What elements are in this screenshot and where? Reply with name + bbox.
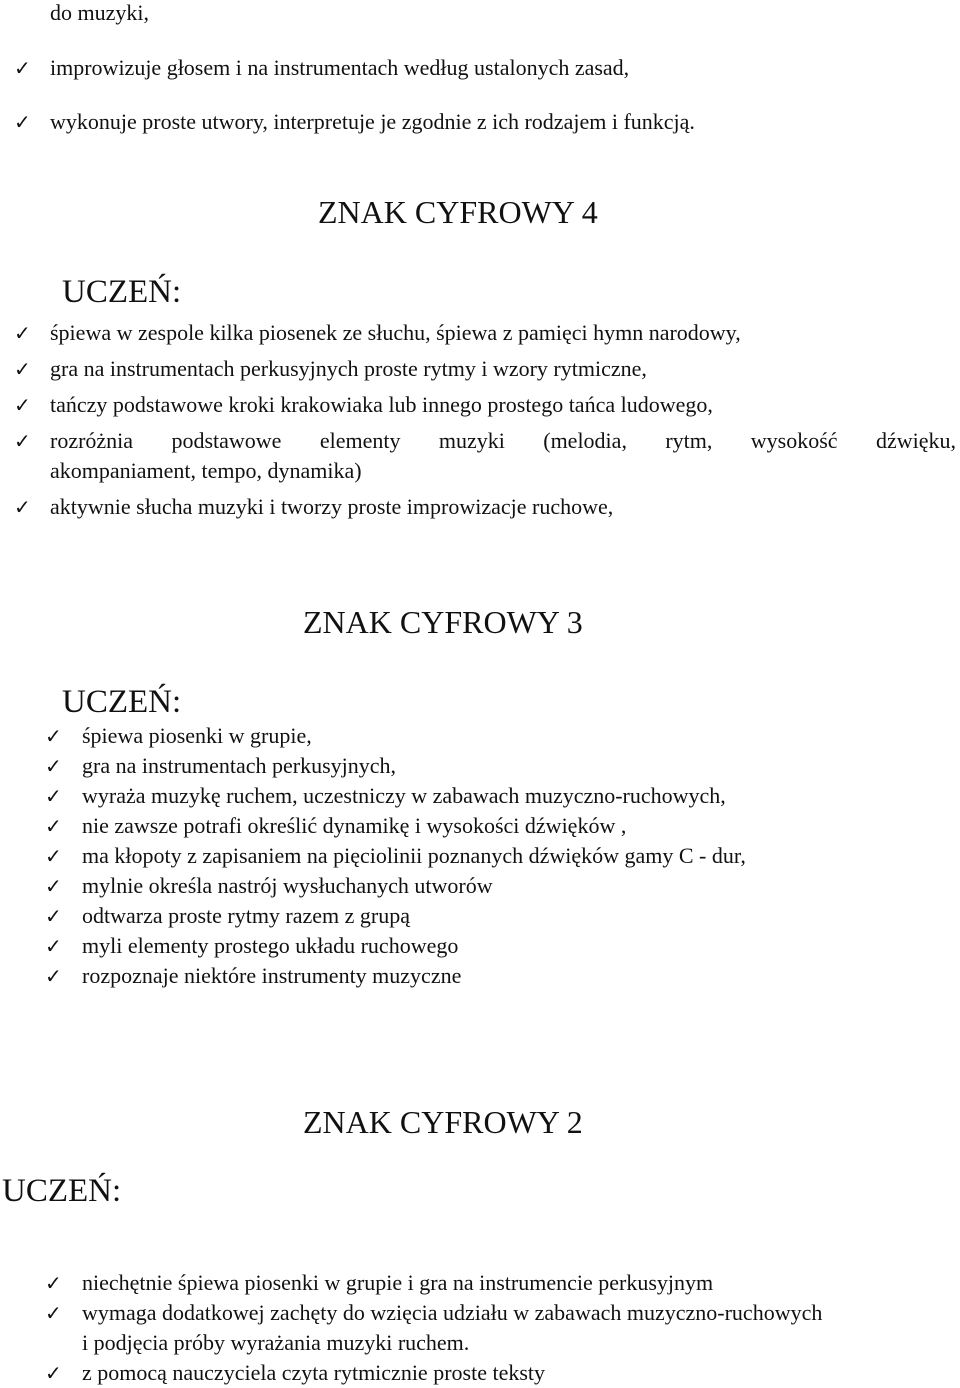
list-item: śpiewa w zespole kilka piosenek ze słuchu, śpiewa z pamięci hymn narodowy, [50, 320, 741, 345]
checkmark-icon: ✓ [45, 844, 62, 868]
list-item-continuation: akompaniament, tempo, dynamika) [50, 458, 362, 483]
checkmark-icon: ✓ [45, 1361, 62, 1385]
checkmark-icon: ✓ [45, 1301, 62, 1325]
continued-text: do muzyki, [50, 0, 149, 25]
list-item: wymaga dodatkowej zachęty do wzięcia udziału w zabawach muzyczno-ruchowych [82, 1300, 823, 1325]
list-item: wykonuje proste utwory, interpretuje je zgodnie z ich rodzajem i funkcją. [50, 109, 695, 134]
checkmark-icon: ✓ [14, 110, 31, 134]
checkmark-icon: ✓ [45, 754, 62, 778]
checkmark-icon: ✓ [45, 934, 62, 958]
list-item: wyraża muzykę ruchem, uczestniczy w zabawach muzyczno-ruchowych, [82, 783, 726, 808]
list-item: śpiewa piosenki w grupie, [82, 723, 312, 748]
checkmark-icon: ✓ [45, 964, 62, 988]
section-label: UCZEŃ: [62, 684, 182, 720]
checkmark-icon: ✓ [45, 814, 62, 838]
list-item: aktywnie słucha muzyki i tworzy proste improwizacje ruchowe, [50, 494, 614, 519]
checkmark-icon: ✓ [45, 874, 62, 898]
checkmark-icon: ✓ [45, 904, 62, 928]
list-item-continuation: i podjęcia próby wyrażania muzyki ruchem. [82, 1330, 470, 1355]
checkmark-icon: ✓ [14, 495, 31, 519]
checkmark-icon: ✓ [14, 321, 31, 345]
list-item: z pomocą nauczyciela czyta rytmicznie proste teksty [82, 1360, 546, 1385]
section-heading: ZNAK CYFROWY 3 [303, 604, 583, 640]
section-label: UCZEŃ: [2, 1173, 122, 1209]
list-item: gra na instrumentach perkusyjnych, [82, 753, 397, 778]
section-heading: ZNAK CYFROWY 2 [303, 1104, 583, 1140]
checkmark-icon: ✓ [45, 1271, 62, 1295]
list-item: nie zawsze potrafi określić dynamikę i wysokości dźwięków , [82, 813, 627, 838]
checkmark-icon: ✓ [14, 357, 31, 381]
section-heading: ZNAK CYFROWY 4 [318, 194, 598, 230]
list-item: rozpoznaje niektóre instrumenty muzyczne [82, 963, 462, 988]
section-label: UCZEŃ: [62, 274, 182, 310]
checkmark-icon: ✓ [14, 56, 31, 80]
list-item: odtwarza proste rytmy razem z grupą [82, 903, 411, 928]
list-item: myli elementy prostego układu ruchowego [82, 933, 459, 958]
checkmark-icon: ✓ [14, 393, 31, 417]
list-item: tańczy podstawowe kroki krakowiaka lub innego prostego tańca ludowego, [50, 392, 713, 417]
list-item: ma kłopoty z zapisaniem na pięciolinii poznanych dźwięków gamy C - dur, [82, 843, 746, 868]
list-item: gra na instrumentach perkusyjnych proste rytmy i wzory rytmiczne, [50, 356, 647, 381]
list-item: improwizuje głosem i na instrumentach według ustalonych zasad, [50, 55, 630, 80]
checkmark-icon: ✓ [45, 724, 62, 748]
checkmark-icon: ✓ [14, 429, 31, 453]
list-item: mylnie określa nastrój wysłuchanych utworów [82, 873, 493, 898]
list-item: niechętnie śpiewa piosenki w grupie i gra na instrumencie perkusyjnym [82, 1270, 714, 1295]
list-item: rozróżnia podstawowe elementy muzyki (melodia, rytm, wysokość dźwięku, [50, 428, 956, 453]
checkmark-icon: ✓ [45, 784, 62, 808]
